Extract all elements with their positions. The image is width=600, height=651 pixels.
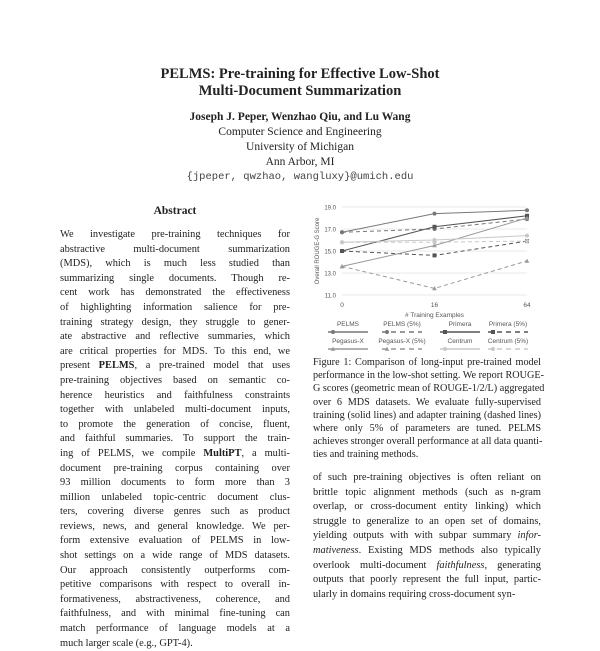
data-point xyxy=(331,330,335,334)
abstract-heading: Abstract xyxy=(153,205,197,217)
data-point xyxy=(443,330,447,334)
text-line: much larger scale (e.g., GPT-4). xyxy=(60,637,193,649)
text-line: of highlighting information salience for pre- xyxy=(60,301,290,313)
text-line: form extensive evaluation of PELMS in low- xyxy=(60,535,290,547)
legend-label: Centrum xyxy=(447,338,473,345)
figure-1-chart xyxy=(305,196,545,354)
legend-label: Centrum (5%) xyxy=(487,338,529,345)
legend-label: PELMS (5%) xyxy=(383,321,421,328)
text-line: brittle topic alignment methods (such as n-gram xyxy=(313,486,541,498)
text-line: summarizing single documents. Though re- xyxy=(60,272,290,284)
text-line: ties and training methods. xyxy=(313,449,419,461)
data-point xyxy=(433,212,437,216)
y-tick-label: 19.0 xyxy=(324,205,336,212)
italic-term: mativeness xyxy=(313,544,359,556)
data-point xyxy=(385,330,389,334)
data-point xyxy=(433,225,437,229)
legend-label: Pegasus-X xyxy=(332,338,364,345)
text-line: are critical properties for MDS. To this end, we xyxy=(60,345,290,357)
text-line: formativeness, abstractiveness, coherence, and xyxy=(60,593,290,605)
text-line: together with unlabeled multi-document inputs, xyxy=(60,404,290,416)
text-line: match performance of language models at a xyxy=(60,623,290,635)
text-line: training strategy design, they struggle to gener- xyxy=(60,316,290,328)
text-line: abstractive multi-document summarization xyxy=(60,243,290,255)
body-text xyxy=(313,471,541,602)
text-line: ate abstractive and reflective summaries, which xyxy=(60,331,290,343)
text-line: million unlabeled topic-centric document clus- xyxy=(60,491,290,503)
affiliation-univ: University of Michigan xyxy=(246,141,354,153)
authors: Joseph J. Peper, Wenzhao Qiu, and Lu Wang xyxy=(189,111,411,123)
text-line: petitive comparisons with respect to overall in- xyxy=(60,579,290,591)
text-line xyxy=(313,529,541,544)
legend-label: Primera (5%) xyxy=(488,321,528,328)
text-segment: overlook multi-document xyxy=(313,559,437,571)
text-line: over 6 MDS datasets. We evaluate fully-supervised xyxy=(313,396,541,408)
text-line: of such pre-training objectives is often reliant on xyxy=(313,472,541,483)
text-line: herence heuristics and faithfulness constraints xyxy=(60,389,290,401)
text-segment: yielding outputs with with subpar summary xyxy=(313,530,518,542)
data-point xyxy=(340,240,344,244)
y-tick-label: 17.0 xyxy=(324,227,336,234)
text-line: where only 5% of parameters are tuned. PELMS xyxy=(313,422,541,434)
text-line: Figure 1: Comparison of long-input pre-trained model xyxy=(313,357,541,368)
text-line: performance in the low-shot setting. We report ROUGE- xyxy=(313,370,544,382)
text-line: cent work has demonstrated the effectiveness xyxy=(60,287,290,299)
y-tick-label: 11.0 xyxy=(324,293,336,300)
data-point xyxy=(443,347,447,351)
text-line: document pre-training corpus containing over xyxy=(60,462,290,474)
data-point xyxy=(491,347,495,351)
y-tick-label: 15.0 xyxy=(324,249,336,256)
text-line: (MDS), which is much less studied than xyxy=(60,258,290,270)
bold-term: PELMS xyxy=(98,360,135,372)
x-tick-label: 16 xyxy=(430,302,439,309)
affiliation-city: Ann Arbor, MI xyxy=(265,156,335,168)
data-point xyxy=(525,239,529,243)
legend-label: Primera xyxy=(448,321,472,328)
series-line xyxy=(342,261,527,289)
y-axis-label: Overall ROUGE-G Score xyxy=(315,217,321,285)
text-line: overlap, or cross-document entity linking) which xyxy=(313,501,541,513)
text-line: to promote the generation of concise, fluent, xyxy=(60,418,290,430)
data-point xyxy=(525,208,529,212)
text-segment: . Existing MDS methods also typically xyxy=(358,544,541,556)
y-tick-label: 13.0 xyxy=(324,271,336,278)
text-line xyxy=(313,559,541,574)
data-point xyxy=(433,240,437,244)
data-point xyxy=(525,259,530,263)
affiliation-dept: Computer Science and Engineering xyxy=(218,126,382,138)
paper-title: PELMS: Pre-training for Effective Low-Shot Multi-Document Summarization xyxy=(160,66,440,99)
text-line: 93 million documents to form more than 3 xyxy=(60,477,290,489)
text-line: G scores (geometric mean of ROUGE-1/2/L) aggregated xyxy=(313,383,545,395)
data-point xyxy=(491,330,495,334)
text-line: reviews, news, and general knowledge. We per- xyxy=(60,520,290,532)
text-line: training (solid lines) and adapter training (dashed lines) xyxy=(313,409,541,421)
text-line xyxy=(313,544,541,559)
text-line: shot settings on a wide range of MDS datasets. xyxy=(60,550,290,562)
x-axis-label: # Training Examples xyxy=(405,312,464,319)
text-line: Our approach consistently outperforms com- xyxy=(60,564,290,576)
text-line: and faithful summaries. To support the train- xyxy=(60,433,290,445)
x-tick-label: 64 xyxy=(523,302,531,309)
abstract-text xyxy=(60,228,290,651)
text-segment: , a pre-trained model that uses xyxy=(134,360,290,372)
text-line: We investigate pre-training techniques for xyxy=(60,229,290,240)
italic-term: infor- xyxy=(517,530,541,542)
legend-label: PELMS xyxy=(336,321,360,328)
text-line: ularly in domains requiring cross-document syn- xyxy=(313,588,516,600)
figure-caption xyxy=(313,356,545,462)
legend-label: Pegasus-X (5%) xyxy=(378,338,426,345)
bold-term: MultiPT xyxy=(203,447,242,459)
data-point xyxy=(433,253,437,257)
author-email: {jpeper, qwzhao, wangluxy}@umich.edu xyxy=(186,171,414,183)
x-tick-label: 0 xyxy=(340,302,344,309)
text-line: faithfulness, and with minimal fine-tuning can xyxy=(60,608,290,620)
text-line: outputs that poorly represent the full input, partic- xyxy=(313,574,541,586)
text-line: pre-training objectives based on semantic co- xyxy=(60,374,290,386)
text-line: struggle to generalize to an open set of domains, xyxy=(313,515,541,527)
text-line: achieves stronger overall performance at all data quanti- xyxy=(313,436,543,448)
text-line xyxy=(60,447,290,462)
italic-term: faithfulness xyxy=(436,559,485,571)
text-segment: ing of PELMS, we compile xyxy=(60,447,204,459)
text-segment: , a multi- xyxy=(241,447,290,459)
text-line xyxy=(60,359,290,374)
data-point xyxy=(525,234,529,238)
data-point xyxy=(340,249,344,253)
text-segment: , generating xyxy=(484,559,541,571)
text-line: ters, covering diverse genres such as product xyxy=(60,506,290,518)
text-segment: present xyxy=(60,360,99,372)
data-point xyxy=(340,230,344,234)
